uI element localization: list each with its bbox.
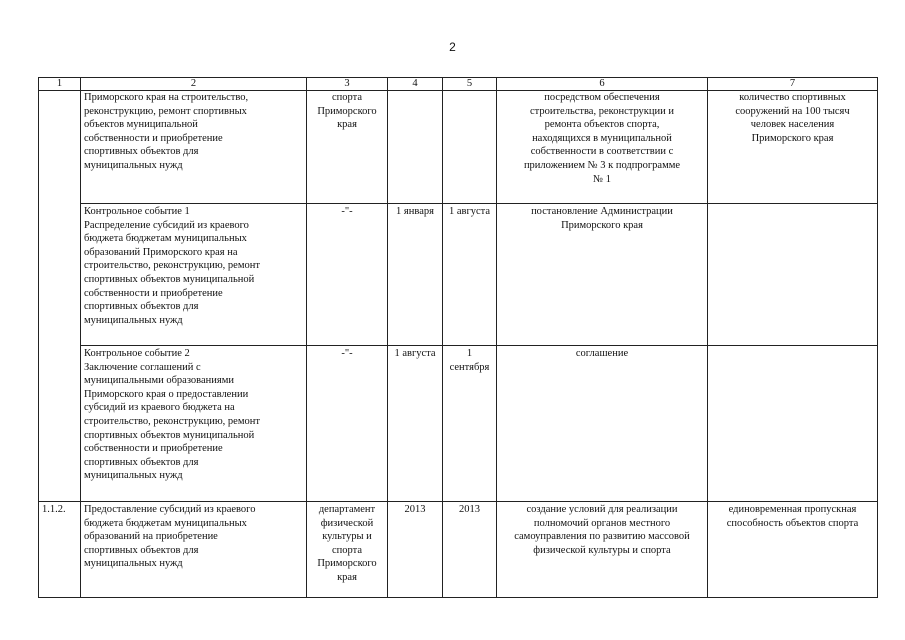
activity-name-cell: Предоставление субсидий из краевого бюджета бюджетам муниципальных образований на приобретение спортивных объектов для муниципальных нужд	[81, 502, 307, 598]
column-header: 3	[307, 78, 388, 91]
program-table	[38, 77, 878, 598]
activity-name-cell: Контрольное событие 2 Заключение соглашений с муниципальными образованиями Приморского края о предоставлении субсидий из краевого бюджета на строительство, реконструкцию, ремонт спортивных объектов муниципальной собственности и приобретение спортивных объектов для муниципальных нужд	[81, 346, 307, 502]
row-number-cell: 1.1.2.	[39, 502, 81, 598]
table-row	[39, 346, 878, 502]
indicator-cell: единовременная пропускная способность объектов спорта	[708, 502, 878, 598]
expected-result-cell: соглашение	[497, 346, 708, 502]
column-header: 7	[708, 78, 878, 91]
row-number-cell	[39, 91, 81, 502]
indicator-cell: количество спортивных сооружений на 100 тысяч человек населения Приморского края	[708, 91, 878, 204]
expected-result-cell: посредством обеспечения строительства, реконструкции и ремонта объектов спорта, находящихся в муниципальной собственности в соответствии с приложением № 3 к подпрограмме № 1	[497, 91, 708, 204]
start-date-cell	[388, 91, 443, 204]
column-header: 6	[497, 78, 708, 91]
column-number-row	[39, 78, 878, 91]
start-date-cell: 1 августа	[388, 346, 443, 502]
column-header: 2	[81, 78, 307, 91]
page-number: 2	[449, 40, 456, 54]
executor-cell: спорта Приморского края	[307, 91, 388, 204]
table-row	[39, 204, 878, 346]
executor-cell: -"-	[307, 346, 388, 502]
end-date-cell: 1 августа	[443, 204, 497, 346]
column-header: 1	[39, 78, 81, 91]
expected-result-cell: постановление Администрации Приморского края	[497, 204, 708, 346]
activity-name-cell: Приморского края на строительство, реконструкцию, ремонт спортивных объектов муниципальной собственности и приобретение спортивных объектов для муниципальных нужд	[81, 91, 307, 204]
indicator-cell	[708, 204, 878, 346]
start-date-cell: 2013	[388, 502, 443, 598]
executor-cell: -"-	[307, 204, 388, 346]
table-row	[39, 91, 878, 204]
end-date-cell: 1 сентября	[443, 346, 497, 502]
executor-cell: департамент физической культуры и спорта Приморского края	[307, 502, 388, 598]
column-header: 5	[443, 78, 497, 91]
indicator-cell	[708, 346, 878, 502]
expected-result-cell: создание условий для реализации полномочий органов местного самоуправления по развитию массовой физической культуры и спорта	[497, 502, 708, 598]
end-date-cell	[443, 91, 497, 204]
table-row	[39, 502, 878, 598]
start-date-cell: 1 января	[388, 204, 443, 346]
column-header: 4	[388, 78, 443, 91]
activity-name-cell: Контрольное событие 1 Распределение субсидий из краевого бюджета бюджетам муниципальных образований Приморского края на строительство, реконструкцию, ремонт спортивных объектов муниципальной собственности и приобретение спортивных объектов для муниципальных нужд	[81, 204, 307, 346]
end-date-cell: 2013	[443, 502, 497, 598]
